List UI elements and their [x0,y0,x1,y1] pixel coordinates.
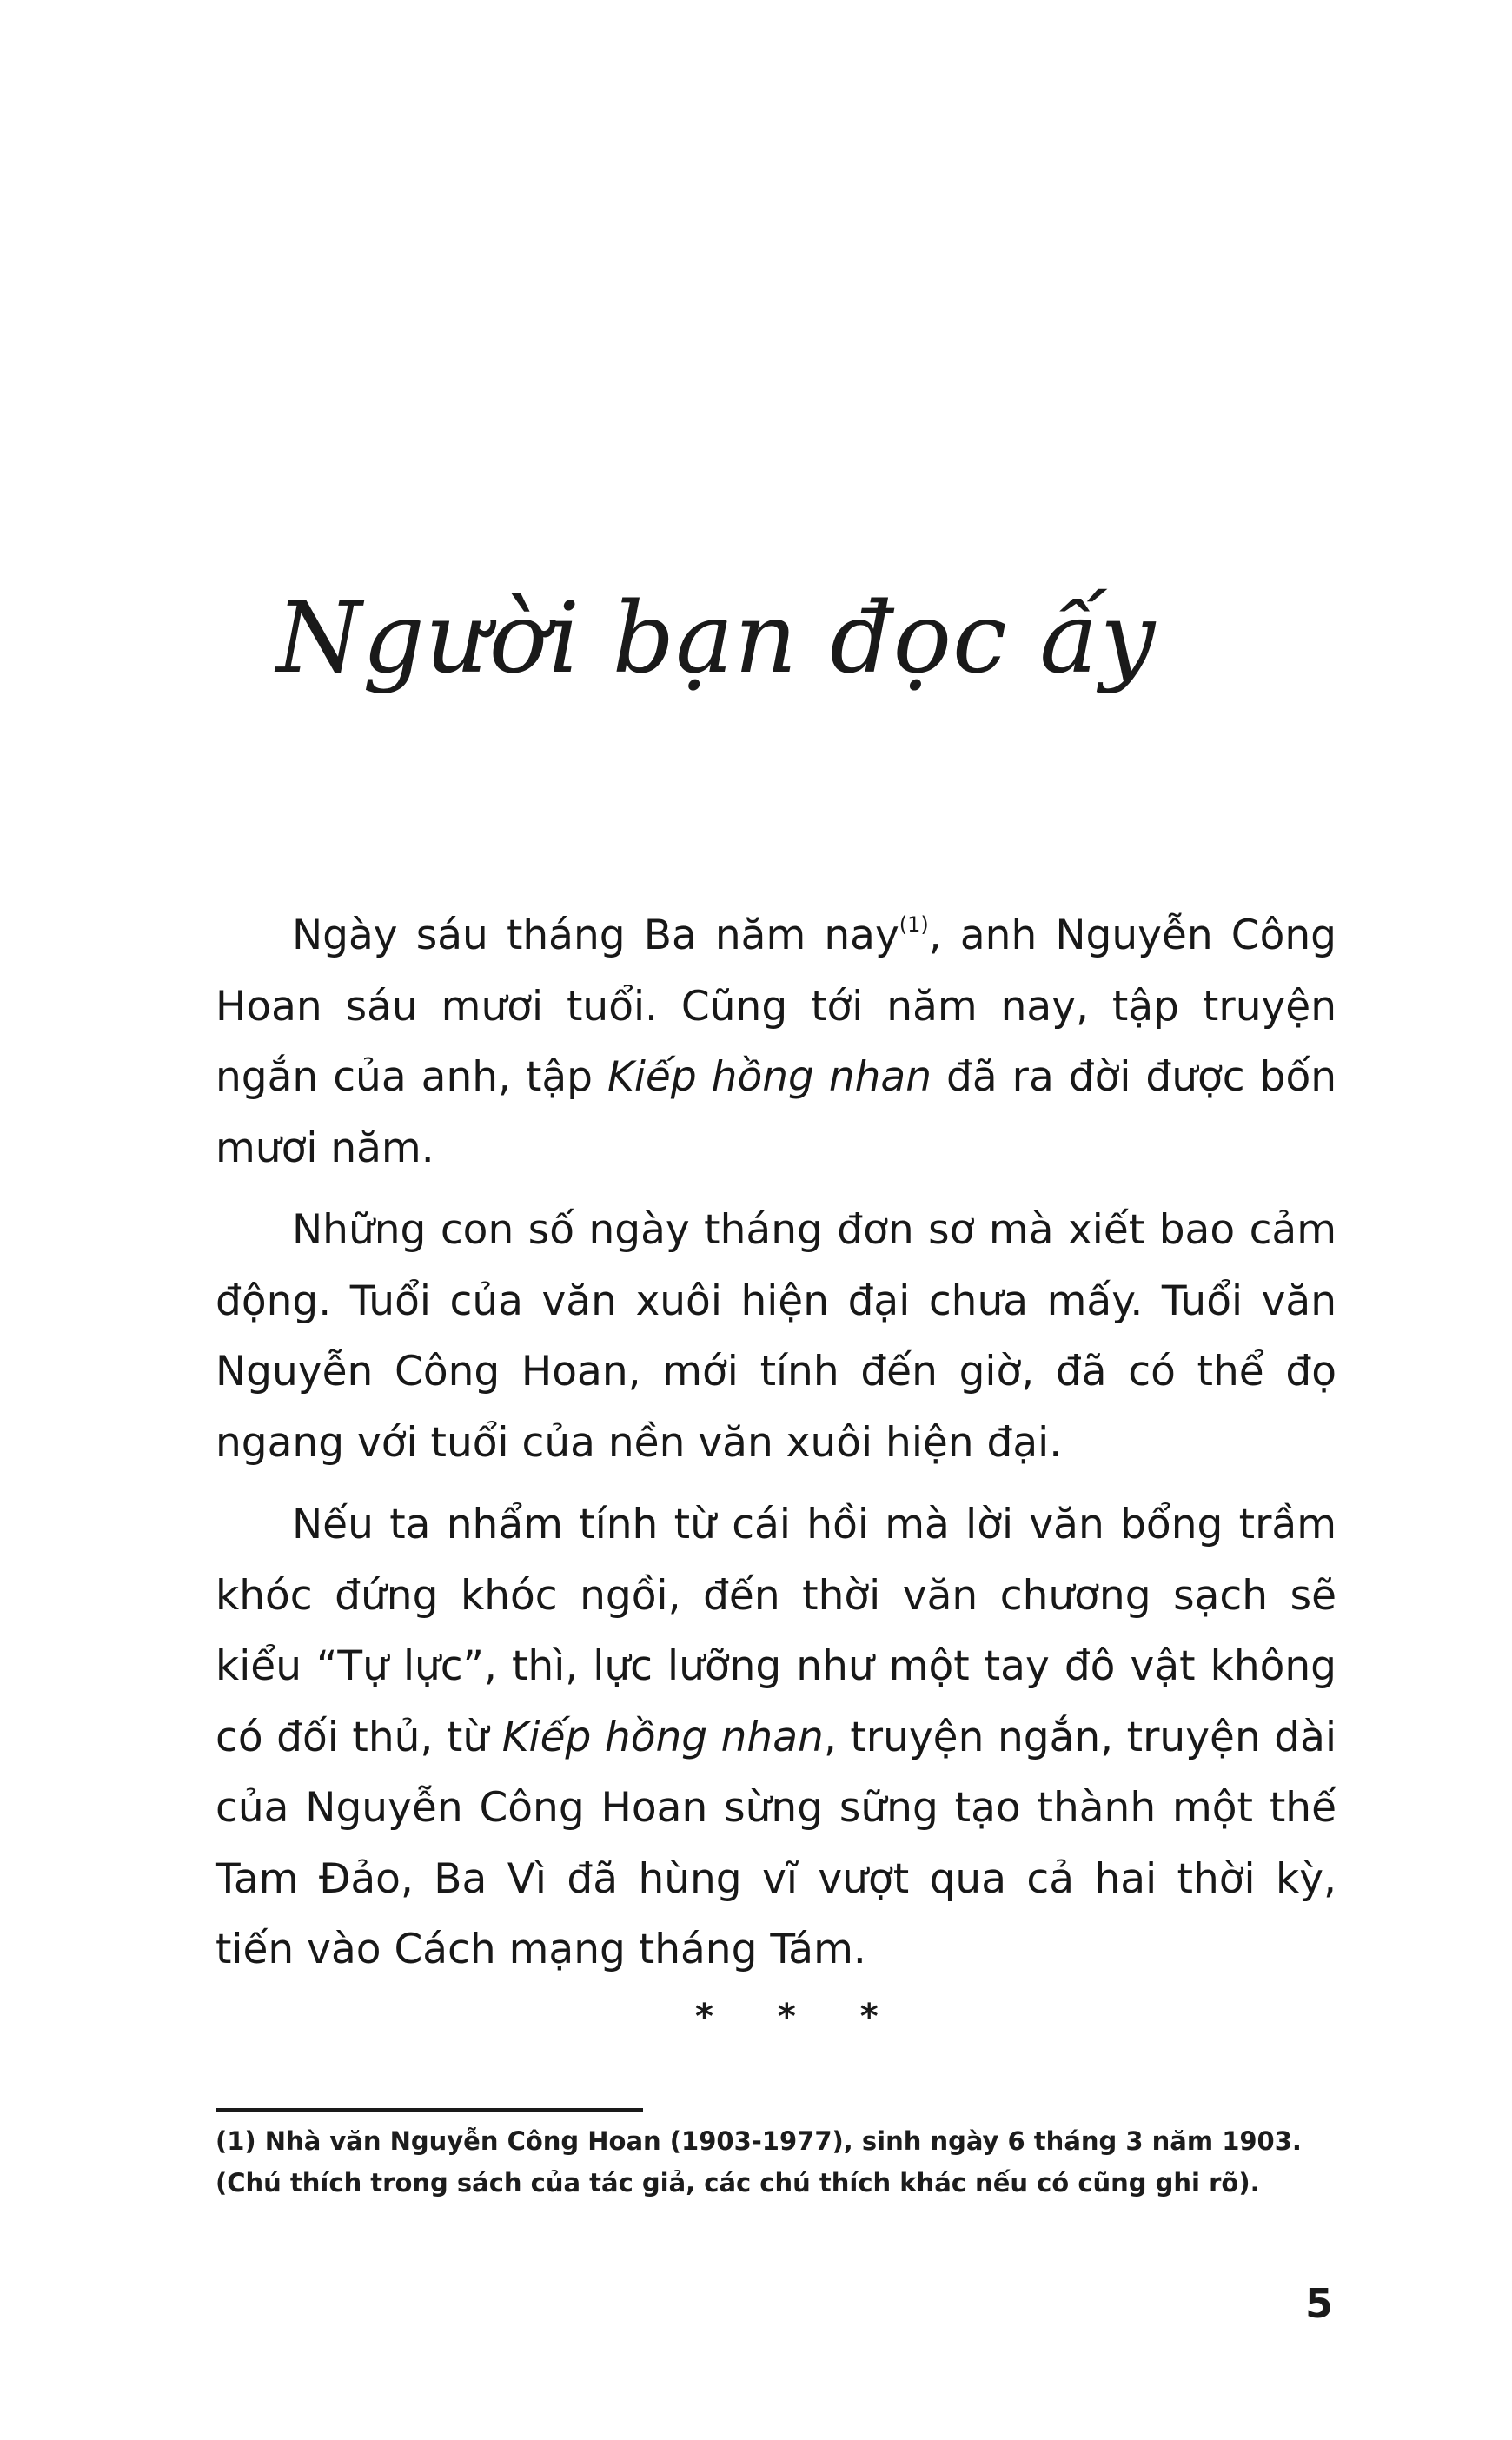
body-text [216,900,1336,1986]
book-title-italic: Kiếp hồng nhan [607,1053,932,1101]
paragraph-3-text-a: Nếu ta nhẩm tính từ cái hồi mà lời văn bổng trầm khóc đứng khóc ngồi, đến thời văn chương sạch sẽ kiểu “Tự lực”, thì, lực lưỡng như một tay đô vật không có đối thủ, từ [216,1501,1336,1761]
paragraph-1-text-a: Ngày sáu tháng Ba năm nay [292,912,899,959]
paragraph-1-text-c: đã ra đời được bốn mươi năm. [216,1053,1337,1172]
page-number: 5 [1305,2280,1334,2327]
footnote-line-2: (Chú thích trong sách của tác giả, các chú thích khác nếu có cũng ghi rõ). [216,2168,1260,2198]
footnote [216,2120,1363,2204]
footnote-line-1: (1) Nhà văn Nguyễn Công Hoan (1903-1977), sinh ngày 6 tháng 3 năm 1903. [216,2126,1302,2156]
paragraph-1 [216,900,1336,1184]
paragraph-3-text-b: , truyện ngắn, truyện dài của Nguyễn Công Hoan sừng sững tạo thành một thế Tam Đảo, Ba Vì đã hùng vĩ vượt qua cả hai thời kỳ, tiến vào Cách mạng tháng Tám. [216,1713,1336,1973]
paragraph-1-text-b: , anh Nguyễn Công Hoan sáu mươi tuổi. Cũng tới năm nay, tập truyện ngắn của anh, tập [216,912,1336,1101]
paragraph-3 [216,1489,1336,1986]
paragraph-2: Những con số ngày tháng đơn sơ mà xiết bao cảm động. Tuổi của văn xuôi hiện đại chưa mấy. Tuổi văn Nguyễn Công Hoan, mới tính đến giờ, đã có thể đọ ngang với tuổi của nền văn xuôi hiện đại. [216,1206,1336,1467]
footnote-rule [216,2108,643,2112]
footnote-marker: (1) [899,912,929,937]
chapter-title: Người bạn đọc ấy [276,582,1157,695]
book-title-italic: Kiếp hồng nhan [501,1713,824,1761]
section-separator: * * * [695,1997,905,2037]
